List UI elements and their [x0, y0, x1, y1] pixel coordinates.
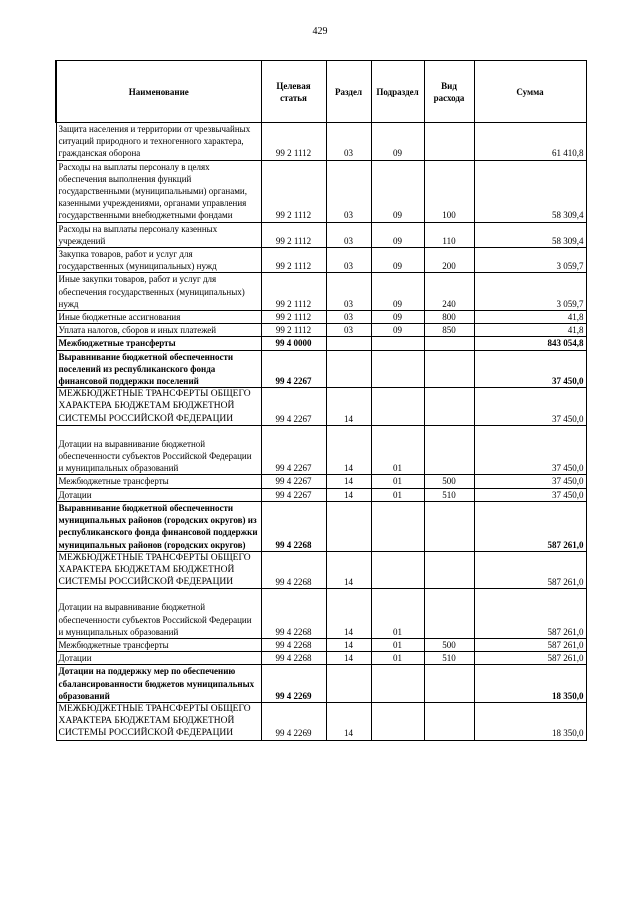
table-row: [56, 311, 586, 324]
cell-name: Выравнивание бюджетной обеспеченности поселений из республиканского фонда финансовой поддержки поселений: [56, 350, 261, 388]
cell-section: 14: [326, 589, 371, 639]
cell-name: Дотации: [56, 652, 261, 665]
table-row: [56, 425, 586, 475]
cell-subsection: 09: [371, 222, 424, 247]
cell-expense-type: [424, 702, 474, 740]
cell-subsection: [371, 337, 424, 350]
cell-subsection: [371, 388, 424, 426]
cell-name: Дотации: [56, 488, 261, 501]
cell-section: 14: [326, 388, 371, 426]
cell-subsection: 09: [371, 123, 424, 161]
cell-code: 99 4 2268: [261, 589, 326, 639]
cell-code: 99 2 1112: [261, 324, 326, 337]
cell-sum: 58 309,4: [474, 222, 586, 247]
cell-name: МЕЖБЮДЖЕТНЫЕ ТРАНСФЕРТЫ ОБЩЕГО ХАРАКТЕРА БЮДЖЕТАМ БЮДЖЕТНОЙ СИСТЕМЫ РОССИЙСКОЙ ФЕДЕРАЦИИ: [56, 551, 261, 589]
cell-subsection: 01: [371, 638, 424, 651]
cell-section: 14: [326, 702, 371, 740]
cell-sum: 3 059,7: [474, 248, 586, 273]
cell-subsection: 01: [371, 475, 424, 488]
table-row: [56, 324, 586, 337]
cell-section: 03: [326, 324, 371, 337]
cell-name: Дотации на выравнивание бюджетной обеспеченности субъектов Российской Федерации и муниципальных образований: [56, 589, 261, 639]
cell-subsection: 09: [371, 273, 424, 311]
cell-sum: 41,8: [474, 324, 586, 337]
table-row: [56, 551, 586, 589]
cell-code: 99 4 2268: [261, 551, 326, 589]
table-row: [56, 350, 586, 388]
cell-subsection: [371, 501, 424, 551]
table-row: [56, 248, 586, 273]
header-subsection: Подраздел: [371, 61, 424, 123]
cell-code: 99 2 1112: [261, 273, 326, 311]
cell-expense-type: 510: [424, 488, 474, 501]
cell-expense-type: 200: [424, 248, 474, 273]
table-row: [56, 273, 586, 311]
header-sum: Сумма: [474, 61, 586, 123]
cell-section: [326, 665, 371, 703]
cell-section: 14: [326, 551, 371, 589]
cell-expense-type: [424, 337, 474, 350]
cell-code: 99 4 0000: [261, 337, 326, 350]
cell-code: 99 4 2268: [261, 501, 326, 551]
cell-section: 03: [326, 160, 371, 222]
cell-subsection: 09: [371, 324, 424, 337]
cell-name: Расходы на выплаты персоналу казенных учреждений: [56, 222, 261, 247]
cell-subsection: [371, 551, 424, 589]
cell-subsection: 01: [371, 652, 424, 665]
cell-section: 03: [326, 248, 371, 273]
cell-expense-type: [424, 665, 474, 703]
cell-name: МЕЖБЮДЖЕТНЫЕ ТРАНСФЕРТЫ ОБЩЕГО ХАРАКТЕРА БЮДЖЕТАМ БЮДЖЕТНОЙ СИСТЕМЫ РОССИЙСКОЙ ФЕДЕРАЦИИ: [56, 702, 261, 740]
cell-subsection: 09: [371, 248, 424, 273]
cell-expense-type: 500: [424, 475, 474, 488]
cell-name: Выравнивание бюджетной обеспеченности муниципальных районов (городских округов) из республиканского фонда финансовой поддержки муниципальных районов (городских округов): [56, 501, 261, 551]
cell-sum: 41,8: [474, 311, 586, 324]
cell-sum: 58 309,4: [474, 160, 586, 222]
cell-section: 03: [326, 222, 371, 247]
cell-expense-type: [424, 501, 474, 551]
table-header-row: [56, 61, 586, 123]
table-row: [56, 488, 586, 501]
table-row: [56, 589, 586, 639]
cell-code: 99 4 2268: [261, 652, 326, 665]
table-row: [56, 652, 586, 665]
cell-code: 99 2 1112: [261, 222, 326, 247]
cell-subsection: 09: [371, 311, 424, 324]
cell-section: [326, 350, 371, 388]
table-row: [56, 123, 586, 161]
cell-expense-type: [424, 425, 474, 475]
cell-name: Дотации на поддержку мер по обеспечению сбалансированности бюджетов муниципальных образований: [56, 665, 261, 703]
cell-sum: 18 350,0: [474, 665, 586, 703]
cell-sum: 587 261,0: [474, 638, 586, 651]
cell-subsection: [371, 702, 424, 740]
budget-table: [55, 60, 587, 741]
cell-sum: 37 450,0: [474, 488, 586, 501]
cell-sum: 37 450,0: [474, 425, 586, 475]
cell-name: Межбюджетные трансферты: [56, 475, 261, 488]
cell-section: 14: [326, 638, 371, 651]
table-row: [56, 501, 586, 551]
cell-expense-type: [424, 123, 474, 161]
cell-subsection: [371, 350, 424, 388]
cell-code: 99 4 2267: [261, 425, 326, 475]
cell-sum: 61 410,8: [474, 123, 586, 161]
cell-name: Дотации на выравнивание бюджетной обеспеченности субъектов Российской Федерации и муниципальных образований: [56, 425, 261, 475]
cell-section: 14: [326, 652, 371, 665]
cell-expense-type: [424, 589, 474, 639]
cell-name: Межбюджетные трансферты: [56, 638, 261, 651]
cell-sum: 587 261,0: [474, 501, 586, 551]
table-row: [56, 702, 586, 740]
cell-sum: 587 261,0: [474, 551, 586, 589]
cell-expense-type: 100: [424, 160, 474, 222]
cell-name: Уплата налогов, сборов и иных платежей: [56, 324, 261, 337]
cell-name: Иные закупки товаров, работ и услуг для обеспечения государственных (муниципальных) нужд: [56, 273, 261, 311]
cell-section: 03: [326, 273, 371, 311]
page-number: 429: [312, 26, 328, 37]
cell-expense-type: 240: [424, 273, 474, 311]
cell-subsection: 09: [371, 160, 424, 222]
cell-subsection: 01: [371, 589, 424, 639]
cell-code: 99 4 2267: [261, 350, 326, 388]
table-row: [56, 222, 586, 247]
cell-name: МЕЖБЮДЖЕТНЫЕ ТРАНСФЕРТЫ ОБЩЕГО ХАРАКТЕРА БЮДЖЕТАМ БЮДЖЕТНОЙ СИСТЕМЫ РОССИЙСКОЙ ФЕДЕРАЦИИ: [56, 388, 261, 426]
cell-subsection: 01: [371, 488, 424, 501]
header-name: Наименование: [56, 61, 261, 123]
cell-expense-type: 510: [424, 652, 474, 665]
cell-code: 99 4 2269: [261, 702, 326, 740]
cell-name: Защита населения и территории от чрезвычайных ситуаций природного и техногенного характера, гражданская оборона: [56, 123, 261, 161]
table-row: [56, 665, 586, 703]
cell-code: 99 4 2267: [261, 388, 326, 426]
cell-code: 99 2 1112: [261, 160, 326, 222]
cell-section: [326, 501, 371, 551]
cell-sum: 37 450,0: [474, 350, 586, 388]
cell-code: 99 4 2267: [261, 488, 326, 501]
cell-expense-type: 500: [424, 638, 474, 651]
cell-expense-type: 110: [424, 222, 474, 247]
cell-name: Расходы на выплаты персоналу в целях обеспечения выполнения функций государственными (муниципальными) органами, казенными учреждениями, органами управления государственными внебюджетными фондами: [56, 160, 261, 222]
table-row: [56, 475, 586, 488]
cell-sum: 18 350,0: [474, 702, 586, 740]
cell-expense-type: [424, 388, 474, 426]
cell-name: Иные бюджетные ассигнования: [56, 311, 261, 324]
cell-expense-type: 800: [424, 311, 474, 324]
cell-sum: 587 261,0: [474, 589, 586, 639]
cell-section: 14: [326, 475, 371, 488]
cell-code: 99 2 1112: [261, 123, 326, 161]
cell-name: Закупка товаров, работ и услуг для государственных (муниципальных) нужд: [56, 248, 261, 273]
cell-sum: 587 261,0: [474, 652, 586, 665]
cell-section: [326, 337, 371, 350]
cell-code: 99 4 2269: [261, 665, 326, 703]
header-section: Раздел: [326, 61, 371, 123]
cell-code: 99 4 2268: [261, 638, 326, 651]
cell-subsection: 01: [371, 425, 424, 475]
header-expense-type: Вид расхода: [424, 61, 474, 123]
table-row: [56, 638, 586, 651]
cell-sum: 37 450,0: [474, 475, 586, 488]
header-code: Целевая статья: [261, 61, 326, 123]
cell-expense-type: 850: [424, 324, 474, 337]
table-body: [56, 123, 586, 741]
cell-sum: 3 059,7: [474, 273, 586, 311]
cell-section: 03: [326, 311, 371, 324]
table-row: [56, 160, 586, 222]
table-row: [56, 388, 586, 426]
cell-code: 99 2 1112: [261, 311, 326, 324]
cell-section: 14: [326, 488, 371, 501]
cell-code: 99 2 1112: [261, 248, 326, 273]
cell-subsection: [371, 665, 424, 703]
cell-expense-type: [424, 551, 474, 589]
cell-sum: 843 054,8: [474, 337, 586, 350]
cell-section: 14: [326, 425, 371, 475]
cell-section: 03: [326, 123, 371, 161]
cell-name: Межбюджетные трансферты: [56, 337, 261, 350]
cell-sum: 37 450,0: [474, 388, 586, 426]
cell-expense-type: [424, 350, 474, 388]
table-row: [56, 337, 586, 350]
cell-code: 99 4 2267: [261, 475, 326, 488]
